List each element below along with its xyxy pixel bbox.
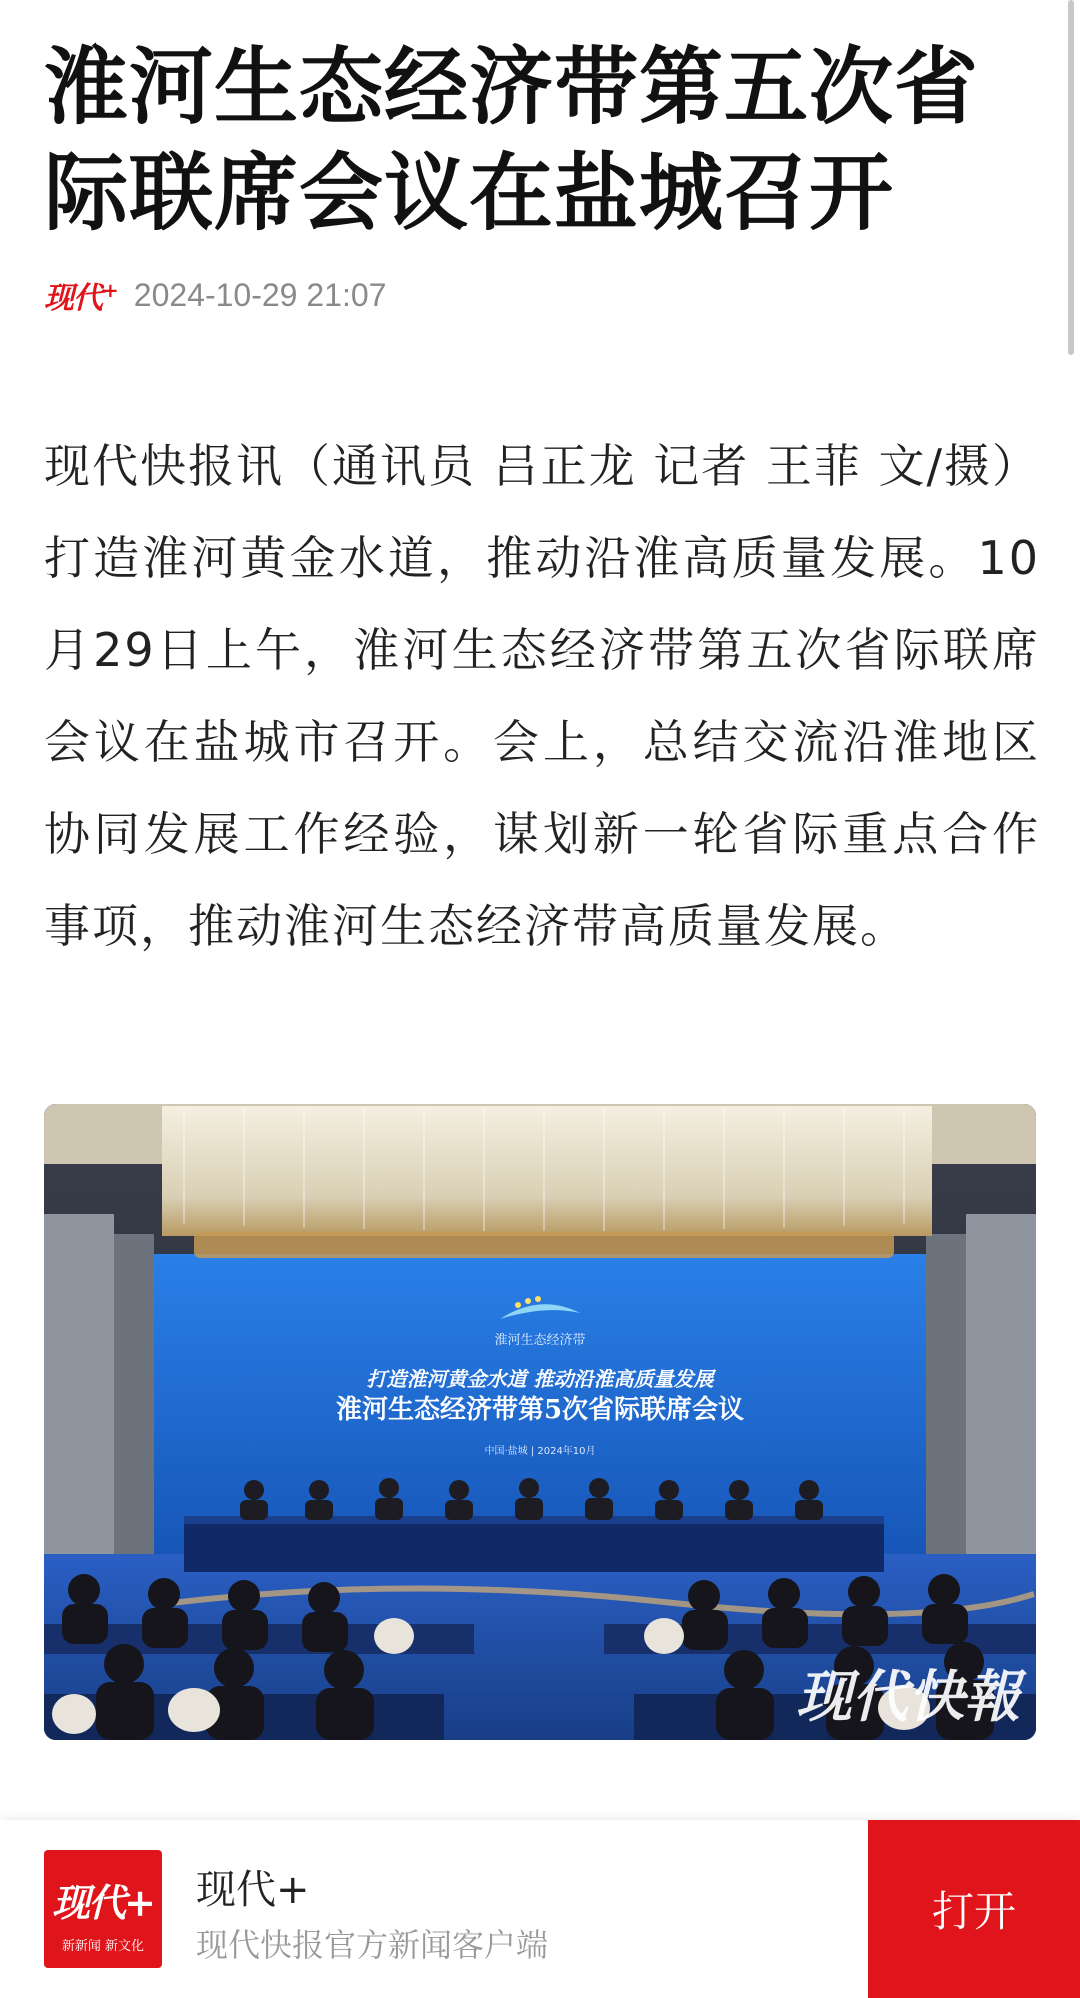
app-download-banner [0,1820,1080,1998]
article-meta [44,272,386,318]
source-logo-plus: + [102,278,118,302]
app-name: 现代+ [196,1867,310,1913]
screen-title: 淮河生态经济带第5次省际联席会议 [335,1395,745,1425]
app-icon-slogan: 新新闻 新文化 [61,1939,145,1954]
app-icon-name: 现代+ [52,1880,154,1925]
source-logo[interactable] [44,273,118,317]
screen-logo-text: 淮河生态经济带 [494,1333,586,1348]
app-description: 现代快报官方新闻客户端 [196,1926,549,1964]
screen-slogan: 打造淮河黄金水道 推动沿淮高质量发展 [366,1367,714,1391]
conference-photo [44,1104,1036,1740]
article-body: 现代快报讯（通讯员 吕正龙 记者 王菲 文/摄）打造淮河黄金水道，推动沿淮高质量发展。10月29日上午，淮河生态经济带第五次省际联席会议在盐城市召开。会上，总结交流沿淮地区协同发展工作经验，谋划新一轮省际重点合作事项，推动淮河生态经济带高质量发展。 [44,439,1040,953]
open-app-button[interactable]: 打开 [868,1820,1080,1998]
photo-watermark: 现代快報 [796,1664,1020,1730]
article-title: 淮河生态经济带第五次省际联席会议在盐城召开 [44,38,980,242]
screen-subtitle: 中国·盐城 | 2024年10月 [484,1446,596,1457]
app-icon[interactable] [44,1850,162,1968]
publish-date: 2024-10-29 21:07 [133,276,387,313]
source-logo-text: 现代 [44,281,102,316]
article-photo[interactable] [44,1104,1036,1740]
scrollbar[interactable] [1068,0,1074,355]
